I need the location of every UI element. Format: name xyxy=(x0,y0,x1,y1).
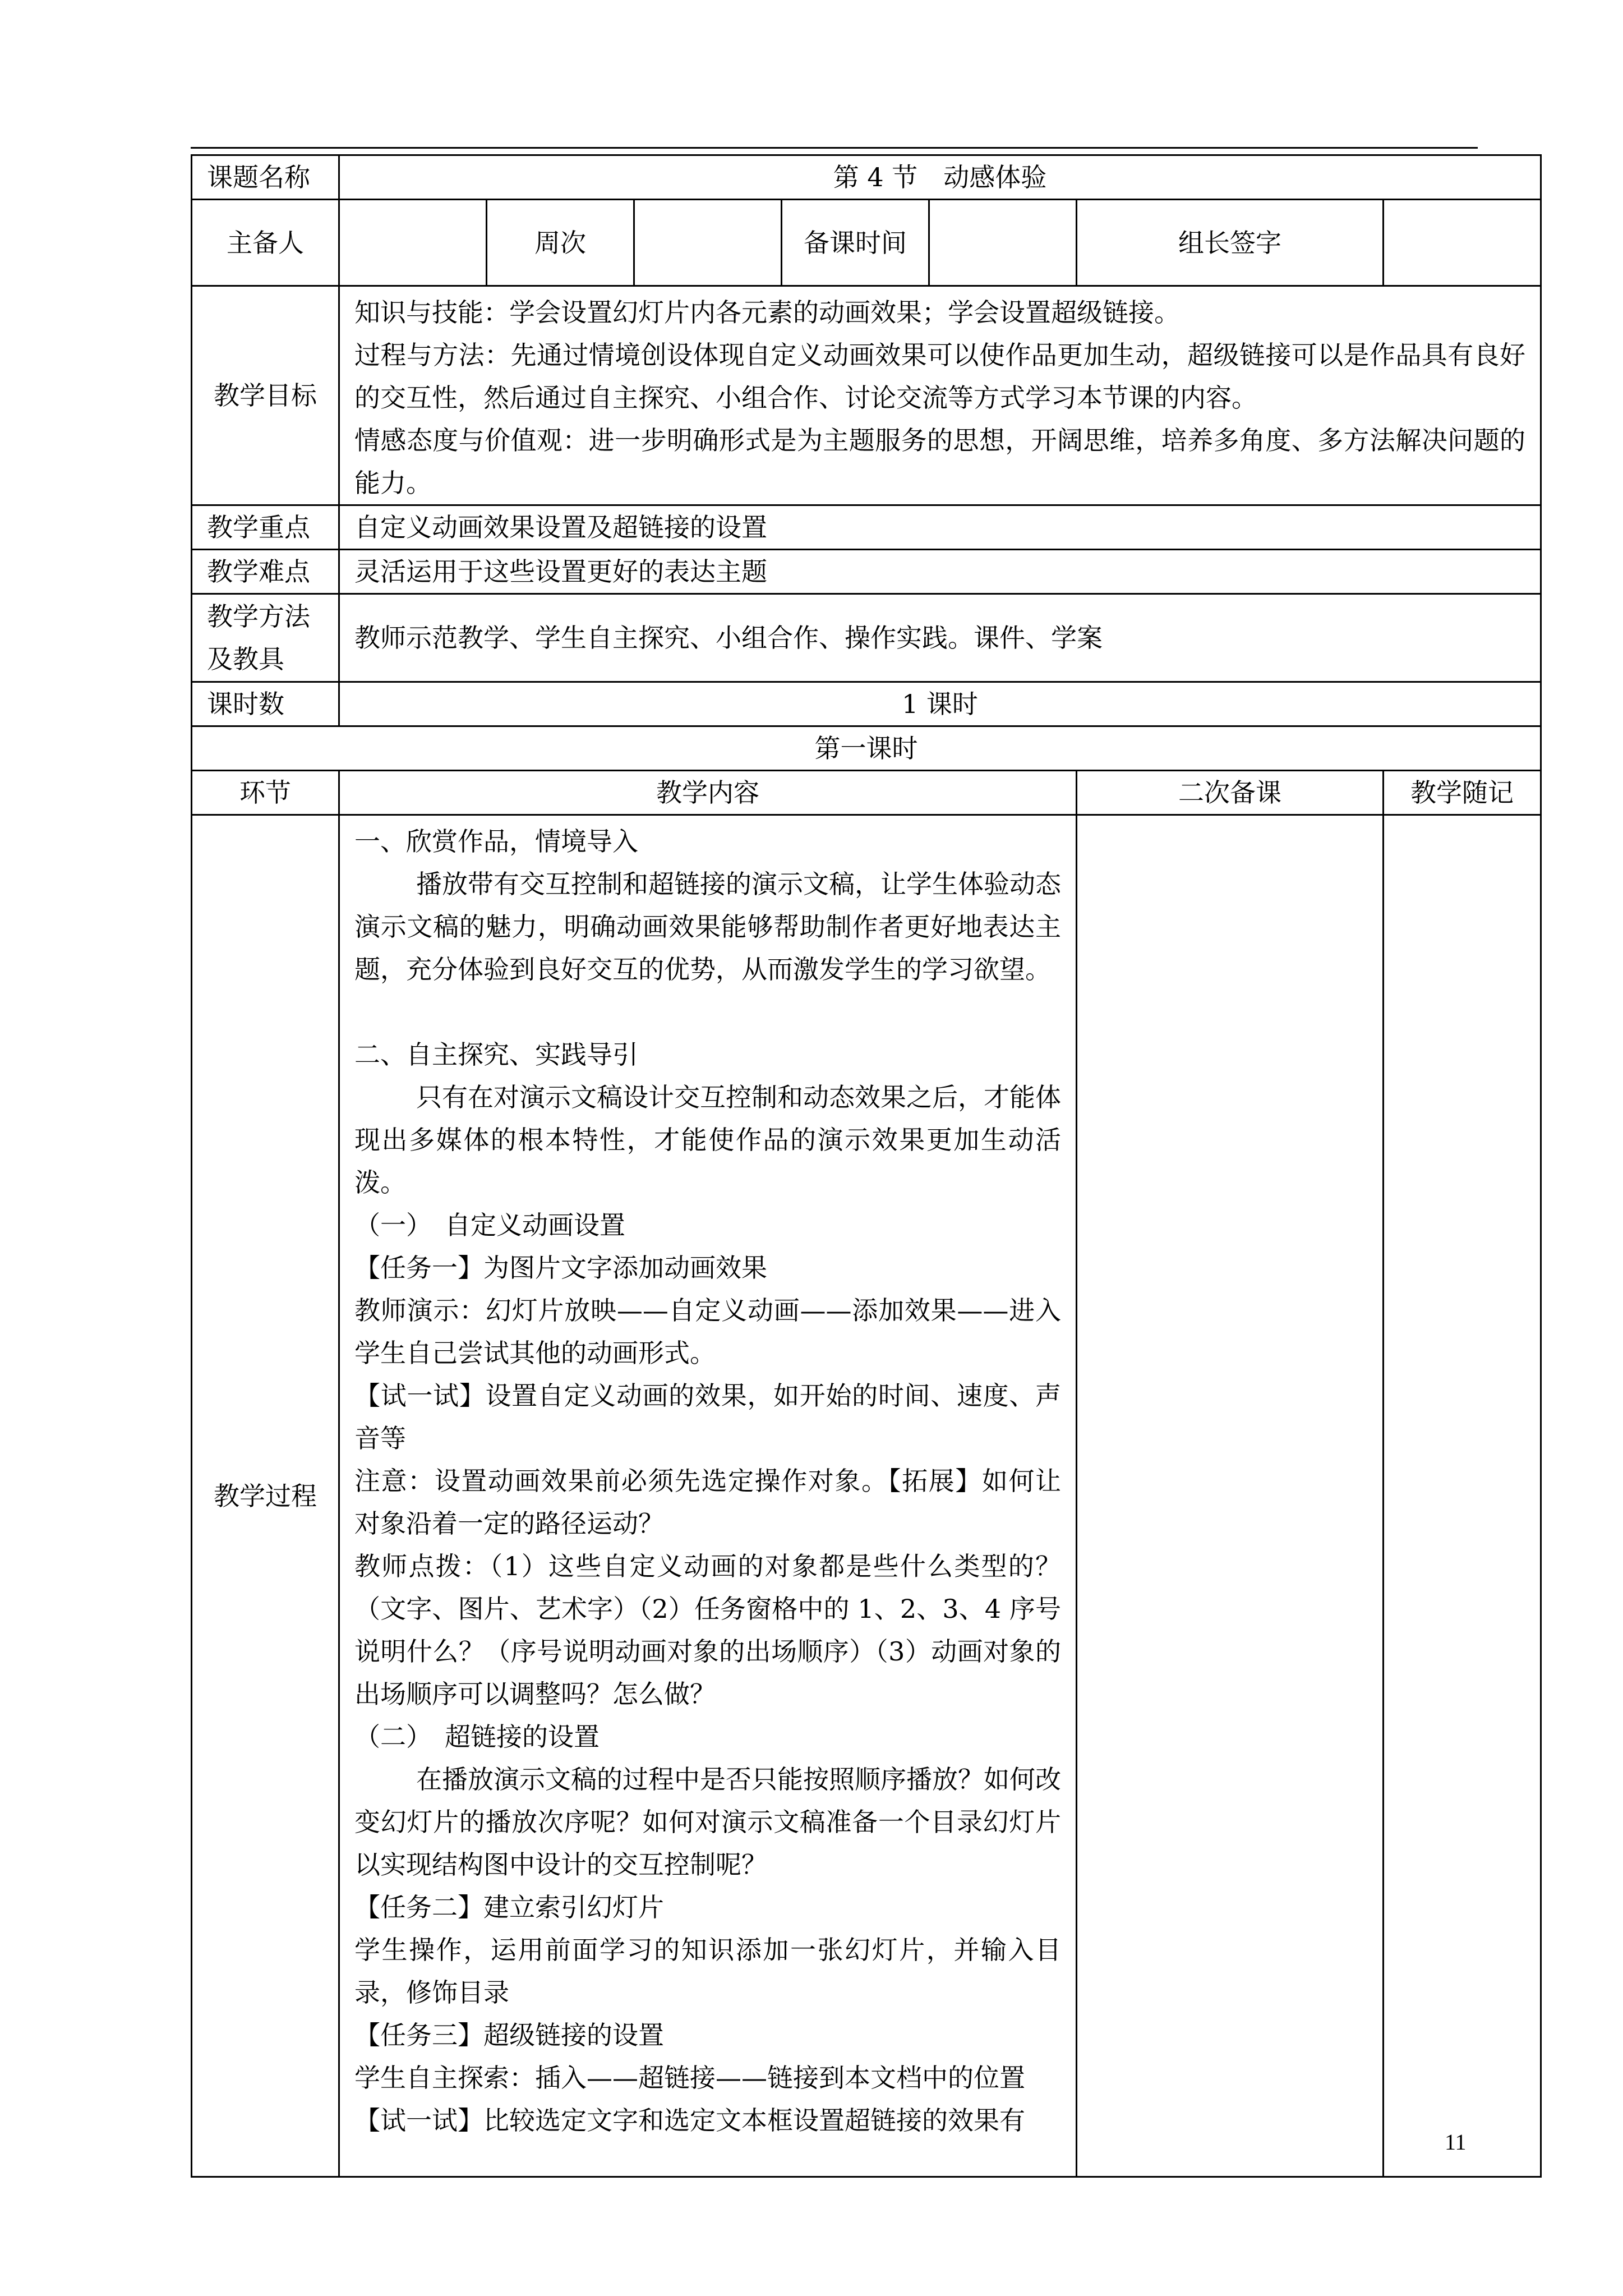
header-rule xyxy=(191,147,1478,149)
key-points-label: 教学重点 xyxy=(192,505,339,550)
row-difficulties xyxy=(192,550,1541,594)
column-stage: 环节 xyxy=(192,771,339,815)
objective-process: 过程与方法：先通过情境创设体现自定义动画效果可以使作品更加生动，超级链接可以是作品具有良好的交互性，然后通过自主探究、小组合作、讨论交流等方式学习本节课的内容。 xyxy=(354,340,1525,413)
title-label: 课题名称 xyxy=(192,155,339,200)
process-para: 播放带有交互控制和超链接的演示文稿，让学生体验动态演示文稿的魅力，明确动画效果能够帮助制作者更好地表达主题，充分体验到良好交互的优势，从而激发学生的学习欲望。 xyxy=(354,869,1061,984)
notes-cell xyxy=(1384,815,1541,2177)
row-column-headers xyxy=(192,771,1541,815)
row-methods xyxy=(192,594,1541,682)
prep-time-label: 备课时间 xyxy=(782,200,929,286)
row-meta xyxy=(192,200,1541,286)
page-number: 11 xyxy=(1445,2129,1467,2155)
process-para: 一、欣赏作品，情境导入 xyxy=(354,826,638,857)
process-para: 教师点拨：（1）这些自定义动画的对象都是些什么类型的？（文字、图片、艺术字）（2）任务窗格中的 1、2、3、4 序号说明什么？（序号说明动画对象的出场顺序）（3）动画对象的出场顺序可以调整吗？怎么做？ xyxy=(354,1551,1061,1709)
periods-value: 1 课时 xyxy=(339,682,1541,726)
process-para: 【任务二】建立索引幻灯片 xyxy=(354,1892,664,1922)
leader-sign-value xyxy=(1384,200,1541,286)
prep-time-value xyxy=(929,200,1077,286)
process-content xyxy=(339,815,1077,2177)
row-key-points xyxy=(192,505,1541,550)
difficulties-label: 教学难点 xyxy=(192,550,339,594)
objective-attitude: 情感态度与价值观：进一步明确形式是为主题服务的思想，开阔思维，培养多角度、多方法解决问题的能力。 xyxy=(354,425,1525,498)
process-para: 【任务三】超级链接的设置 xyxy=(354,2020,664,2050)
process-para: 在播放演示文稿的过程中是否只能按照顺序播放？如何改变幻灯片的播放次序呢？如何对演示文稿准备一个目录幻灯片以实现结构图中设计的交互控制呢？ xyxy=(354,1764,1061,1880)
process-para: （二） 超链接的设置 xyxy=(354,1722,600,1752)
process-para: 学生操作，运用前面学习的知识添加一张幻灯片，并输入目录，修饰目录 xyxy=(354,1935,1061,2008)
process-para: 二、自主探究、实践导引 xyxy=(354,1039,638,1070)
row-process xyxy=(192,815,1541,2177)
process-para: 【试一试】设置自定义动画的效果，如开始的时间、速度、声音等 xyxy=(354,1381,1061,1453)
key-points-value: 自定义动画效果设置及超链接的设置 xyxy=(339,505,1541,550)
process-para: （一） 自定义动画设置 xyxy=(354,1210,625,1240)
row-section-title xyxy=(192,726,1541,771)
objectives-content xyxy=(339,286,1541,505)
week-label: 周次 xyxy=(487,200,634,286)
difficulties-value: 灵活运用于这些设置更好的表达主题 xyxy=(339,550,1541,594)
second-prep-cell xyxy=(1077,815,1384,2177)
leader-sign-label: 组长签字 xyxy=(1077,200,1384,286)
process-blank-line xyxy=(354,991,1061,1033)
process-para: 教师演示：幻灯片放映——自定义动画——添加效果——进入学生自己尝试其他的动画形式。 xyxy=(354,1295,1061,1368)
row-title xyxy=(192,155,1541,200)
process-para: 【试一试】比较选定文字和选定文本框设置超链接的效果有 xyxy=(354,2105,1025,2136)
column-content: 教学内容 xyxy=(339,771,1077,815)
objective-knowledge: 知识与技能：学会设置幻灯片内各元素的动画效果；学会设置超级链接。 xyxy=(354,297,1180,328)
methods-value: 教师示范教学、学生自主探究、小组合作、操作实践。课件、学案 xyxy=(339,594,1541,682)
preparer-label: 主备人 xyxy=(192,200,339,286)
row-objectives xyxy=(192,286,1541,505)
lesson-plan-table xyxy=(191,154,1542,2178)
process-para: 注意：设置动画效果前必须先选定操作对象。【拓展】如何让对象沿着一定的路径运动？ xyxy=(354,1466,1061,1539)
objectives-label: 教学目标 xyxy=(192,286,339,505)
process-para: 学生自主探索：插入——超链接——链接到本文档中的位置 xyxy=(354,2063,1025,2093)
row-periods xyxy=(192,682,1541,726)
title-value: 第 4 节 动感体验 xyxy=(339,155,1541,200)
process-para: 只有在对演示文稿设计交互控制和动态效果之后，才能体现出多媒体的根本特性，才能使作品的演示效果更加生动活泼。 xyxy=(354,1082,1061,1198)
process-label: 教学过程 xyxy=(192,815,339,2177)
column-notes: 教学随记 xyxy=(1384,771,1541,815)
column-second-prep: 二次备课 xyxy=(1077,771,1384,815)
process-para: 【任务一】为图片文字添加动画效果 xyxy=(354,1253,767,1283)
week-value xyxy=(634,200,782,286)
methods-label: 教学方法及教具 xyxy=(192,594,339,682)
preparer-value xyxy=(339,200,487,286)
section-title: 第一课时 xyxy=(192,726,1541,771)
periods-label: 课时数 xyxy=(192,682,339,726)
